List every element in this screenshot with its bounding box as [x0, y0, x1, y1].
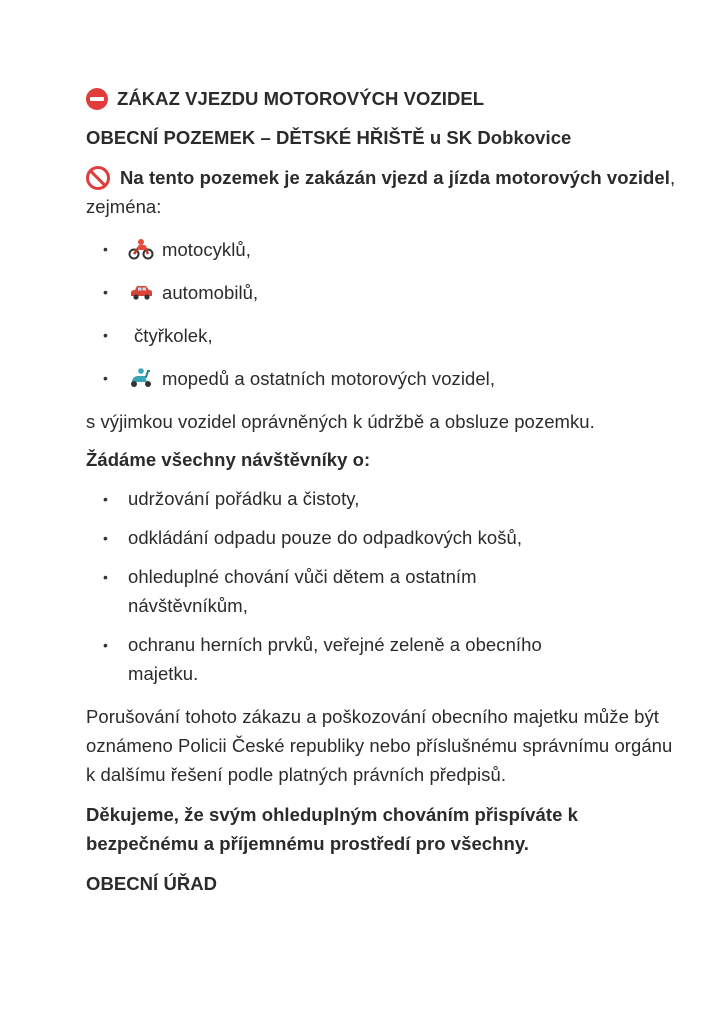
- signature: OBECNÍ ÚŘAD: [86, 873, 218, 894]
- notice-document: [86, 84, 686, 917]
- vehicle-label: automobilů,: [162, 282, 259, 303]
- intro-paragraph: [86, 163, 686, 221]
- vehicle-label: motocyklů,: [162, 239, 251, 260]
- scooter-icon: [128, 367, 154, 389]
- list-item: [86, 364, 686, 393]
- request-list: [86, 484, 686, 688]
- vehicle-list: [86, 235, 686, 393]
- list-item: • odkládání odpadu pouze do odpadkových košů,: [86, 523, 686, 552]
- intro-rest-text: , zejména:: [86, 167, 676, 217]
- exception-text: s výjimkou vozidel oprávněných k údržbě a obsluze pozemku.: [86, 411, 595, 432]
- list-item: • ohleduplné chování vůči dětem a ostatním návštěvníkům,: [86, 562, 686, 620]
- thanks-paragraph: Děkujeme, že svým ohleduplným chováním přispíváte k bezpečnému a příjemnému prostředí pro všechny.: [86, 804, 578, 854]
- notice-title: ZÁKAZ VJEZDU MOTOROVÝCH VOZIDEL: [117, 88, 485, 109]
- no-entry-icon: [86, 88, 108, 110]
- request-heading: Žádáme všechny návštěvníky o:: [86, 449, 371, 470]
- car-icon: [128, 281, 154, 303]
- list-item: [86, 321, 686, 350]
- notice-title-row: [86, 84, 686, 113]
- vehicle-label: mopedů a ostatních motorových vozidel,: [162, 368, 496, 389]
- intro-bold-text: Na tento pozemek je zakázán vjezd a jízda motorových vozidel: [120, 167, 670, 188]
- list-item: [86, 235, 686, 264]
- vehicle-label: čtyřkolek,: [134, 325, 213, 346]
- warning-paragraph: Porušování tohoto zákazu a poškozování obecního majetku může být oznámeno Policii České republiky nebo příslušnému správnímu orgánu k dalšímu řešení podle platných právních předpisů.: [86, 706, 673, 785]
- list-item: [86, 278, 686, 307]
- list-item: • udržování pořádku a čistoty,: [86, 484, 686, 513]
- motorcycle-icon: [128, 238, 154, 260]
- list-item: • ochranu herních prvků, veřejné zeleně a obecního majetku.: [86, 630, 686, 688]
- notice-subtitle: OBECNÍ POZEMEK – DĚTSKÉ HŘIŠTĚ u SK Dobkovice: [86, 127, 572, 148]
- prohibited-icon: [86, 166, 110, 190]
